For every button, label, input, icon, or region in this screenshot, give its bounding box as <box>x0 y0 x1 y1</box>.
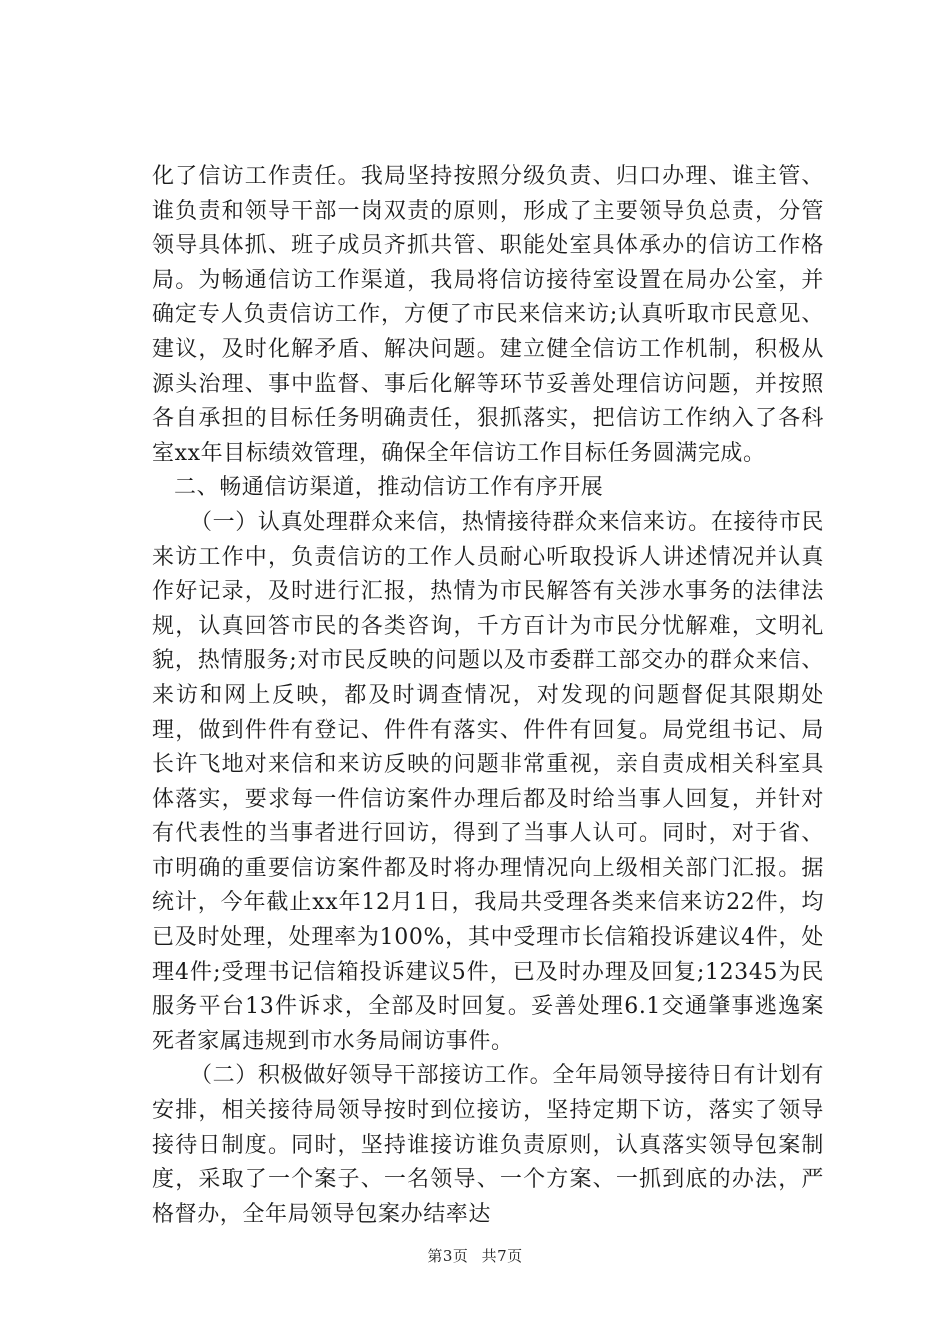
page-total: 共7页 <box>481 1247 523 1265</box>
page-footer <box>0 1245 950 1266</box>
page-number: 第3页 <box>427 1247 469 1265</box>
document-body <box>152 160 824 1232</box>
paragraph-leader-reception: （二）积极做好领导干部接访工作。全年局领导接待日有计划有安排，相关接待局领导按时到位接访，坚持定期下访，落实了领导接待日制度。同时，坚持谁接访谁负责原则，认真落实领导包案制度，采取了一个案子、一名领导、一个方案、一抓到底的办法，严格督办，全年局领导包案办结率达 <box>152 1063 824 1227</box>
paragraph-responsibility: 化了信访工作责任。我局坚持按照分级负责、归口办理、谁主管、谁负责和领导干部一岗双责的原则，形成了主要领导负总责，分管领导具体抓、班子成员齐抓共管、职能处室具体承办的信访工作格局。为畅通信访工作渠道，我局将信访接待室设置在局办公室，并确定专人负责信访工作，方便了市民来信来访;认真听取市民意见、建议，及时化解矛盾、解决问题。建立健全信访工作机制，积极从源头治理、事中监督、事后化解等环节妥善处理信访问题，并按照各自承担的目标任务明确责任，狠抓落实，把信访工作纳入了各科室xx年目标绩效管理，确保全年信访工作目标任务圆满完成。 <box>152 164 824 466</box>
paragraph-letters-visits: （一）认真处理群众来信，热情接待群众来信来访。在接待市民来访工作中，负责信访的工作人员耐心听取投诉人讲述情况并认真作好记录，及时进行汇报，热情为市民解答有关涉水事务的法律法规，认真回答市民的各类咨询，千方百计为市民分忧解难，文明礼貌，热情服务;对市民反映的问题以及市委群工部交办的群众来信、来访和网上反映，都及时调查情况，对发现的问题督促其限期处理，做到件件有登记、件件有落实、件件有回复。局党组书记、局长许飞地对来信和来访反映的问题非常重视，亲自责成相关科室具体落实，要求每一件信访案件办理后都及时给当事人回复，并针对有代表性的当事者进行回访，得到了当事人认可。同时，对于省、市明确的重要信访案件都及时将办理情况向上级相关部门汇报。据统计，今年截止xx年12月1日，我局共受理各类来信来访22件，均已及时处理，处理率为100%，其中受理市长信箱投诉建议4件，处理4件;受理书记信箱投诉建议5件，已及时办理及回复;12345为民服务平台13件诉求，全部及时回复。妥善处理6.1交通肇事逃逸案死者家属违规到市水务局闹访事件。 <box>152 509 824 1054</box>
section-heading-channels: 二、畅通信访渠道，推动信访工作有序开展 <box>174 475 604 501</box>
